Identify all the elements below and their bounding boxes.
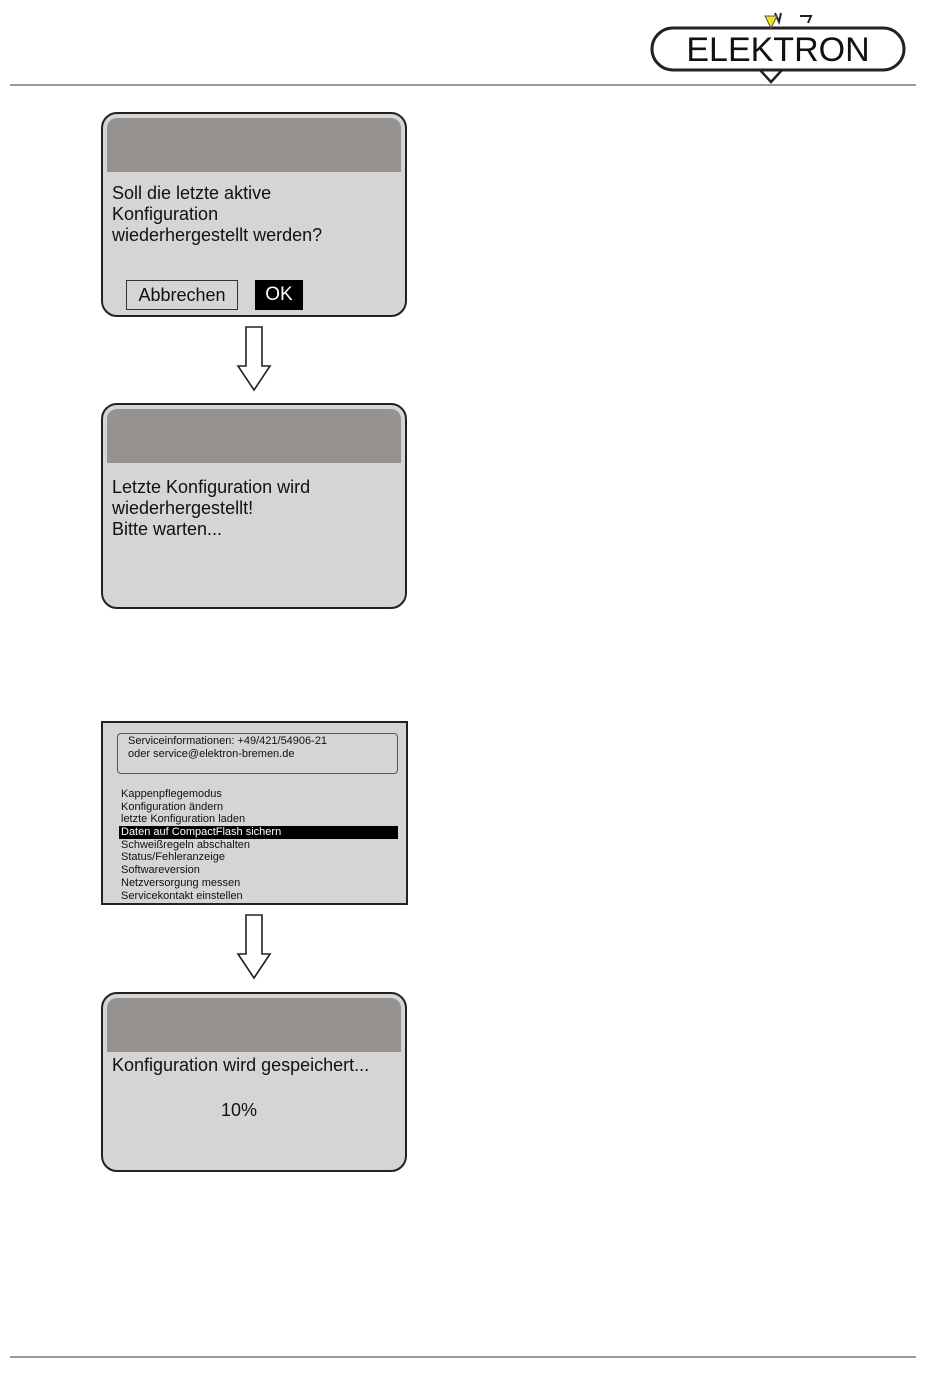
dialog-title-bar xyxy=(107,409,401,463)
menu-item-servicekontakt-einstellen[interactable]: Servicekontakt einstellen xyxy=(121,889,243,902)
ok-button[interactable]: OK xyxy=(255,280,303,310)
menu-item-kappenpflegemodus[interactable]: Kappenpflegemodus xyxy=(121,788,222,800)
menu-item-konfiguration-aendern[interactable]: Konfiguration ändern xyxy=(121,800,224,813)
restore-dialog xyxy=(101,112,407,317)
service-info-box xyxy=(117,733,398,774)
menu-item-softwareversion[interactable]: Softwareversion xyxy=(121,864,200,877)
service-menu-screen xyxy=(101,721,408,905)
dialog-title-bar xyxy=(107,998,401,1052)
service-phone: Serviceinformationen: +49/421/54906-21 xyxy=(128,735,328,747)
down-arrow-icon xyxy=(236,326,272,392)
restore-wait-dialog xyxy=(101,403,407,609)
wait-message: Letzte Konfiguration wird wiederhergestellt! Bitte warten... xyxy=(112,477,311,539)
elektron-logo xyxy=(640,10,910,85)
service-email: oder service@elektron-bremen.de xyxy=(128,748,295,760)
down-arrow-icon xyxy=(236,914,272,980)
service-menu-list xyxy=(119,788,398,902)
save-progress-dialog xyxy=(101,992,407,1172)
header-rule xyxy=(10,84,916,86)
menu-item-schweissregeln-abschalten[interactable]: Schweißregeln abschalten xyxy=(121,838,251,851)
footer-rule xyxy=(10,1356,916,1358)
svg-text:ELEKTRON: ELEKTRON xyxy=(686,31,870,69)
progress-percent: 10% xyxy=(221,1100,258,1120)
restore-message: Soll die letzte aktive Konfiguration wiederhergestellt werden? xyxy=(112,183,323,245)
menu-item-status-fehleranzeige[interactable]: Status/Fehleranzeige xyxy=(121,851,225,864)
save-message: Konfiguration wird gespeichert... xyxy=(112,1055,370,1075)
cancel-button[interactable]: Abbrechen xyxy=(126,280,238,310)
menu-item-daten-sichern[interactable]: Daten auf CompactFlash sichern xyxy=(119,826,398,839)
menu-item-netzversorgung-messen[interactable]: Netzversorgung messen xyxy=(121,876,241,889)
menu-item-letzte-konfiguration-laden[interactable]: letzte Konfiguration laden xyxy=(121,813,246,826)
dialog-title-bar xyxy=(107,118,401,172)
